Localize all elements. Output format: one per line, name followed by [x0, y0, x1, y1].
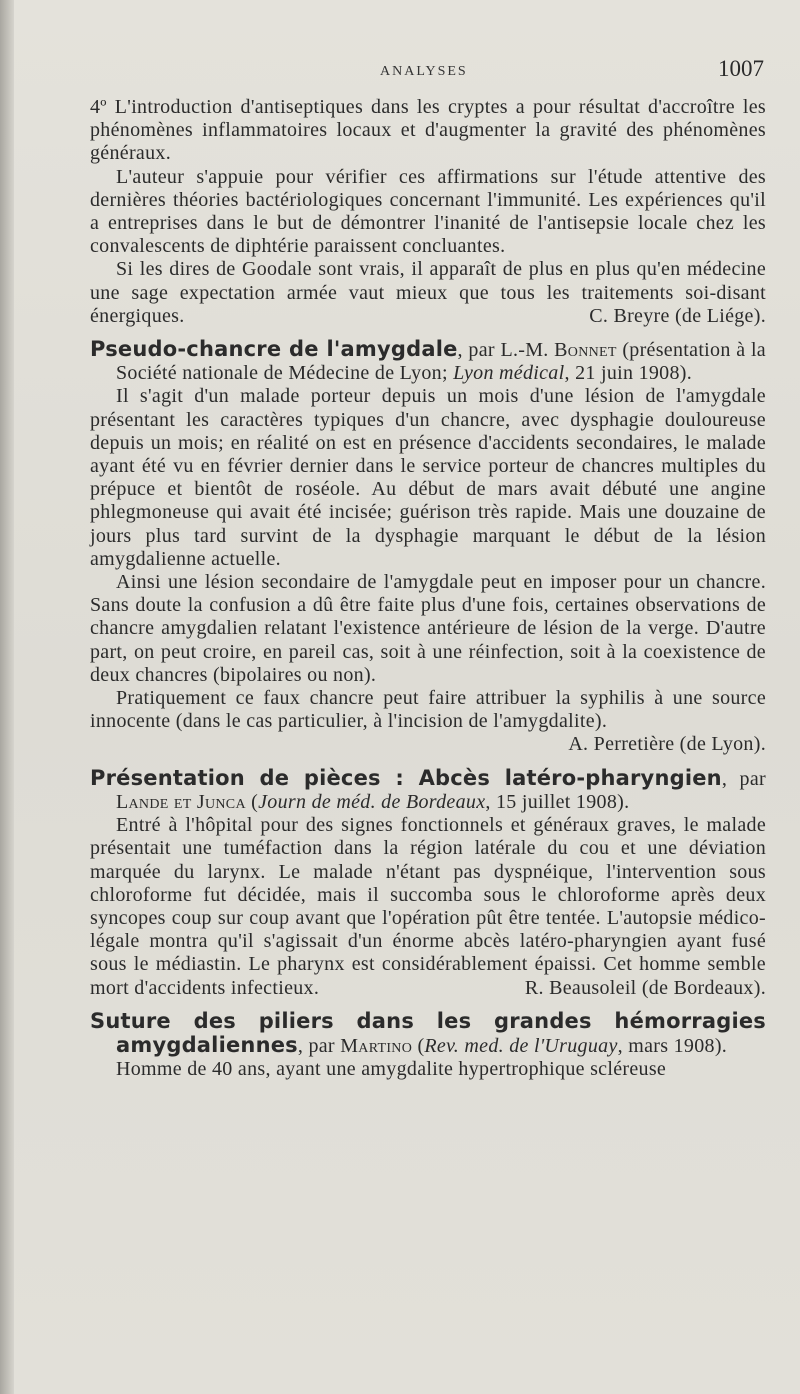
byline-connector: , par: [457, 339, 501, 362]
abstract-title: Pseudo-chancre de l'amygdale: [90, 337, 458, 362]
paragraph-text: Pratiquement ce faux chancre peut faire attribuer la syphilis à une source innocente (dans le cas particulier, à l'incision de l'amygdalite).: [90, 687, 766, 733]
abstract-pseudo-chancre: [90, 338, 766, 757]
abstract-heading: [90, 338, 766, 385]
abstract-heading: [90, 767, 766, 814]
reference-text: , 21 juin 1908).: [564, 362, 693, 385]
binding-shadow: [0, 0, 14, 1394]
abstract-abces: [90, 767, 766, 1000]
page-number: 1007: [718, 56, 764, 81]
abstract-suture: [90, 1010, 766, 1082]
signature: R. Beausoleil (de Bordeaux).: [524, 976, 766, 999]
paragraph-text: Si les dires de Goodale sont vrais, il apparaît de plus en plus qu'en médecine une sage expectation armée vaut mieux que tous les traitements soi-disant énergiques.: [90, 258, 766, 327]
reference-text: (présentation à la Société nationale de Médecine de Lyon;: [116, 339, 766, 385]
abstract-title: Suture des piliers dans les grandes hémorragies amygdaliennes: [90, 1008, 766, 1057]
paragraph: [90, 687, 766, 756]
page-header: [90, 52, 766, 96]
paragraph: [90, 258, 766, 328]
paragraph: Il s'agit d'un malade porteur depuis un mois d'une lésion de l'amygdale présentant les caractères typiques d'un chancre, avec dysphagie douloureuse depuis un mois; en réalité on est en présence d'accidents secondaires, le malade ayant été vu en février dernier dans le service porteur de chancres multiples du prépuce et bientôt de roséole. Au début de mars avait débuté une angine phlegmoneuse qui avait été incisée; guérison très rapide. Mais une douzaine de jours plus tard survint de la dysphagie marquant le début de la lésion amygdalienne actuelle.: [90, 385, 766, 570]
continued-abstract: [90, 96, 766, 328]
reference-text: (: [412, 1034, 425, 1057]
journal-name: Lyon médical: [453, 362, 565, 385]
paragraph: L'auteur s'appuie pour vérifier ces affirmations sur l'étude attentive des dernières théories bactériologiques concernant l'immunité. Les expériences qu'il a entreprises dans le but de démontrer l'inanité de l'antisepsie locale chez les convalescents de diphtérie paraissent concluantes.: [90, 165, 766, 258]
reference-text: , mars 1908).: [617, 1034, 728, 1057]
abstract-title: Présentation de pièces : Abcès latéro-pharyngien: [90, 765, 722, 790]
signature: C. Breyre (de Liége).: [589, 304, 766, 327]
paragraph: Ainsi une lésion secondaire de l'amygdale peut en imposer pour un chancre. Sans doute la confusion a dû être faite plus d'une fois, certaines observations de chancre amygdalien relatant l'existence antérieure de lésion de la verge. D'autre part, on peut croire, en pareil cas, soit à une réinfection, soit à la coexistence de deux chancres (bipolaires ou non).: [90, 571, 766, 686]
signature: A. Perretière (de Lyon).: [568, 733, 766, 756]
running-head: ANALYSES: [380, 64, 468, 79]
abstract-heading: [90, 1010, 766, 1058]
journal-name: Journ de méd. de Bordeaux: [258, 790, 486, 813]
byline-connector: , par: [721, 767, 766, 790]
reference-text: , 15 juillet 1908).: [485, 790, 630, 813]
paragraph: Homme de 40 ans, ayant une amygdalite hypertrophique scléreuse: [116, 1058, 667, 1081]
byline-connector: , par: [297, 1034, 341, 1057]
author-name: L.-M. Bonnet: [500, 339, 617, 362]
author-names: Lande et Junca: [116, 790, 246, 813]
reference-text: (: [245, 790, 259, 813]
paragraph: 4º L'introduction d'antiseptiques dans les cryptes a pour résultat d'accroître les phénomènes inflammatoires locaux et d'augmenter la gravité des phénomènes généraux.: [90, 96, 766, 165]
journal-name: Rev. med. de l'Uruguay: [424, 1034, 618, 1057]
author-name: Martino: [340, 1034, 413, 1057]
paragraph-text: Entré à l'hôpital pour des signes fonctionnels et généraux graves, le malade présentait une tuméfaction dans la région latérale du cou et une déviation marquée du larynx. Le malade n'étant pas dyspnéique, l'intervention sous chloroforme fut décidée, mais il succomba sous le chloroforme après deux syncopes coup sur coup avant que l'opération pût être tentée. L'autopsie médico-légale montra qu'il s'agissait d'un énorme abcès latéro-pharyngien ayant fusé sous le médiastin. Le pharynx est considérablement épaissi. Cet homme semble mort d'accidents infectieux.: [90, 814, 766, 999]
paragraph: [90, 814, 766, 1000]
